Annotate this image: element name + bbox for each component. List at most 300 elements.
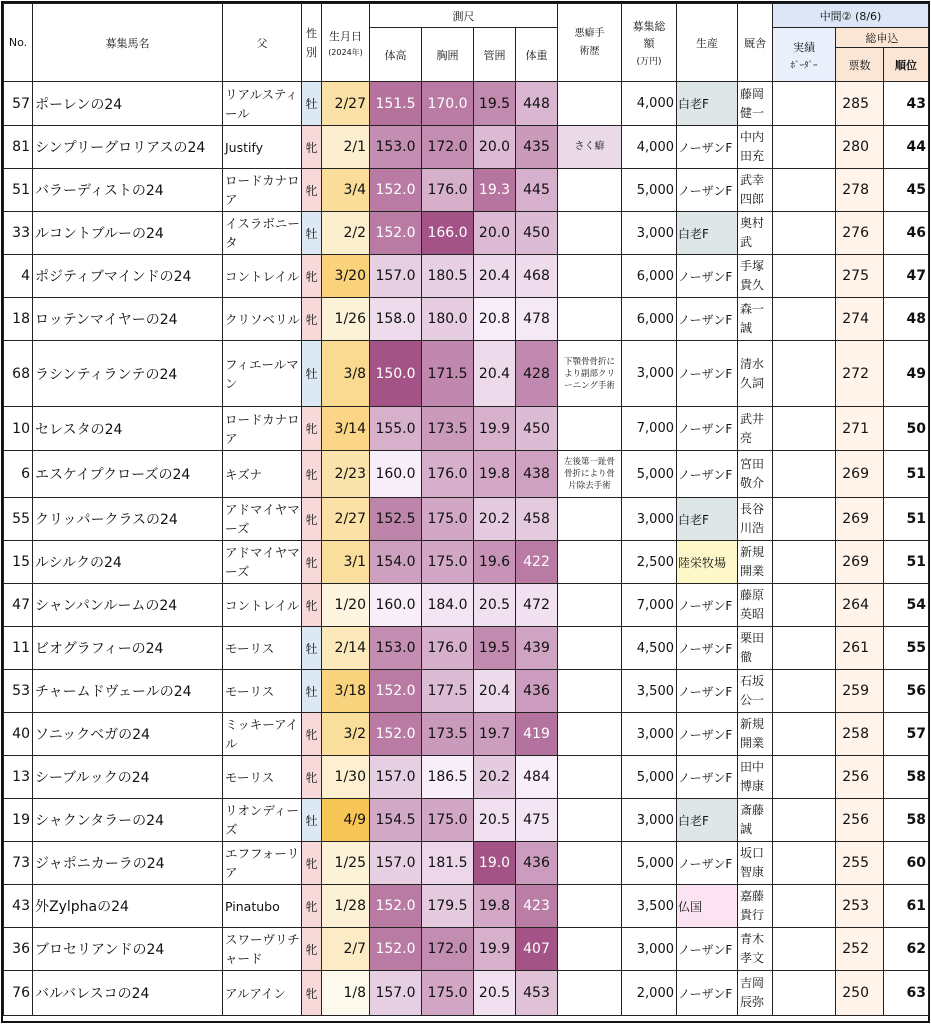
cell-votes: 259: [836, 670, 884, 713]
cell-chest: 180.5: [422, 255, 474, 298]
cell-height: 150.0: [370, 341, 422, 407]
cell-weight: 407: [516, 928, 558, 971]
cell-father: コントレイル: [223, 255, 302, 298]
cell-no: 68: [4, 341, 33, 407]
cell-cannon: 19.7: [474, 713, 516, 756]
cell-chest: 176.0: [422, 451, 474, 498]
col-rank: 順位: [884, 48, 929, 82]
cell-producer: ノーザンF: [677, 584, 738, 627]
cell-no: 36: [4, 928, 33, 971]
cell-rank: 58: [884, 756, 929, 799]
cell-rank: 56: [884, 670, 929, 713]
cell-border: [773, 82, 836, 126]
cell-sex: 牡: [302, 627, 322, 670]
cell-name: ルシルクの24: [33, 541, 223, 584]
table-row: [4, 799, 929, 842]
cell-votes: 280: [836, 126, 884, 169]
cell-rank: 47: [884, 255, 929, 298]
col-father: 父: [223, 4, 302, 82]
cell-height: 151.5: [370, 82, 422, 126]
table-row: [4, 126, 929, 169]
cell-no: 11: [4, 627, 33, 670]
cell-producer: 白老F: [677, 799, 738, 842]
cell-cannon: 19.9: [474, 928, 516, 971]
cell-cannon: 20.2: [474, 498, 516, 541]
cell-total: 2,500: [622, 541, 677, 584]
cell-chest: 176.0: [422, 627, 474, 670]
col-record: [773, 28, 836, 82]
cell-stable: 森一誠: [738, 298, 773, 341]
cell-birth: 2/27: [322, 498, 370, 541]
cell-chest: 173.5: [422, 713, 474, 756]
cell-weight: 484: [516, 756, 558, 799]
cell-no: 51: [4, 169, 33, 212]
cell-border: [773, 670, 836, 713]
cell-votes: 276: [836, 212, 884, 255]
cell-rank: 50: [884, 407, 929, 451]
cell-name: ポーレンの24: [33, 82, 223, 126]
cell-votes: 269: [836, 498, 884, 541]
cell-border: [773, 584, 836, 627]
cell-cannon: 19.5: [474, 627, 516, 670]
cell-birth: 2/2: [322, 212, 370, 255]
col-issue: 悪癖手術歴: [558, 4, 622, 82]
cell-father: アドマイヤマーズ: [223, 498, 302, 541]
cell-rank: 60: [884, 842, 929, 885]
col-weight: 体重: [516, 28, 558, 82]
cell-name: チャームドヴェールの24: [33, 670, 223, 713]
cell-border: [773, 541, 836, 584]
cell-father: ミッキーアイル: [223, 713, 302, 756]
cell-cannon: 20.4: [474, 341, 516, 407]
cell-name: バラーディストの24: [33, 169, 223, 212]
cell-height: 152.0: [370, 212, 422, 255]
cell-votes: 269: [836, 541, 884, 584]
cell-votes: 255: [836, 842, 884, 885]
cell-chest: 175.0: [422, 799, 474, 842]
cell-cannon: 20.0: [474, 126, 516, 169]
cell-producer: 白老F: [677, 82, 738, 126]
cell-sex: 牝: [302, 885, 322, 928]
cell-father: コントレイル: [223, 584, 302, 627]
cell-chest: 186.5: [422, 756, 474, 799]
cell-rank: 54: [884, 584, 929, 627]
cell-issue: [558, 255, 622, 298]
cell-no: 43: [4, 885, 33, 928]
cell-birth: 3/14: [322, 407, 370, 451]
cell-father: Justify: [223, 126, 302, 169]
cell-border: [773, 212, 836, 255]
cell-name: シーブルックの24: [33, 756, 223, 799]
cell-sex: 牝: [302, 407, 322, 451]
cell-height: 152.0: [370, 670, 422, 713]
cell-issue: [558, 799, 622, 842]
cell-chest: 175.0: [422, 498, 474, 541]
cell-issue: 下顎骨骨折により副部クリーニング手術: [558, 341, 622, 407]
cell-issue: [558, 713, 622, 756]
birth-label: 生月日: [329, 29, 362, 43]
cell-stable: 斎藤誠: [738, 799, 773, 842]
cell-no: 53: [4, 670, 33, 713]
cell-votes: 269: [836, 451, 884, 498]
cell-weight: 438: [516, 451, 558, 498]
cell-no: 40: [4, 713, 33, 756]
cell-height: 153.0: [370, 627, 422, 670]
cell-chest: 173.5: [422, 407, 474, 451]
cell-stable: 新規開業: [738, 713, 773, 756]
cell-border: [773, 799, 836, 842]
cell-rank: 45: [884, 169, 929, 212]
col-chest: 胸囲: [422, 28, 474, 82]
cell-name: シャクンタラーの24: [33, 799, 223, 842]
cell-stable: 清水久詞: [738, 341, 773, 407]
cell-birth: 2/27: [322, 82, 370, 126]
cell-stable: 藤岡健一: [738, 82, 773, 126]
cell-father: リアルスティール: [223, 82, 302, 126]
cell-producer: ノーザンF: [677, 126, 738, 169]
cell-stable: 石坂公一: [738, 670, 773, 713]
cell-sex: 牝: [302, 451, 322, 498]
table-row: [4, 541, 929, 584]
cell-total: 6,000: [622, 255, 677, 298]
cell-weight: 453: [516, 971, 558, 1016]
cell-producer: ノーザンF: [677, 169, 738, 212]
cell-stable: 田中博康: [738, 756, 773, 799]
cell-rank: 51: [884, 451, 929, 498]
table-row: [4, 670, 929, 713]
cell-total: 4,000: [622, 126, 677, 169]
cell-issue: [558, 541, 622, 584]
cell-height: 158.0: [370, 298, 422, 341]
cell-rank: 43: [884, 82, 929, 126]
cell-chest: 184.0: [422, 584, 474, 627]
cell-issue: [558, 82, 622, 126]
cell-no: 19: [4, 799, 33, 842]
cell-weight: 450: [516, 212, 558, 255]
cell-father: フィエールマン: [223, 341, 302, 407]
cell-chest: 177.5: [422, 670, 474, 713]
cell-border: [773, 842, 836, 885]
cell-weight: 423: [516, 885, 558, 928]
cell-father: エフフォーリア: [223, 842, 302, 885]
total-label: 募集総額: [632, 20, 666, 50]
cell-cannon: 19.0: [474, 842, 516, 885]
cell-height: 157.0: [370, 255, 422, 298]
cell-producer: 仏国: [677, 885, 738, 928]
cell-height: 154.0: [370, 541, 422, 584]
cell-issue: [558, 627, 622, 670]
cell-rank: 48: [884, 298, 929, 341]
cell-stable: 嘉藤貴行: [738, 885, 773, 928]
cell-total: 5,000: [622, 451, 677, 498]
cell-father: キズナ: [223, 451, 302, 498]
cell-total: 2,000: [622, 971, 677, 1016]
col-birth: [322, 4, 370, 82]
cell-cannon: 20.5: [474, 799, 516, 842]
cell-chest: 171.5: [422, 341, 474, 407]
cell-father: アルアイン: [223, 971, 302, 1016]
cell-chest: 180.0: [422, 298, 474, 341]
cell-rank: 44: [884, 126, 929, 169]
cell-issue: [558, 971, 622, 1016]
cell-name: エスケイプクローズの24: [33, 451, 223, 498]
cell-rank: 51: [884, 541, 929, 584]
cell-producer: ノーザンF: [677, 341, 738, 407]
cell-votes: 256: [836, 756, 884, 799]
birth-year-label: (2024年): [328, 47, 363, 57]
cell-name: ビオグラフィーの24: [33, 627, 223, 670]
cell-sex: 牝: [302, 971, 322, 1016]
col-stable: 厩舎: [738, 4, 773, 82]
cell-birth: 2/7: [322, 928, 370, 971]
record-label: 実績: [793, 40, 815, 54]
col-sex: 性別: [302, 4, 322, 82]
cell-producer: 白老F: [677, 212, 738, 255]
table-row: [4, 971, 929, 1016]
cell-name: ソニックベガの24: [33, 713, 223, 756]
cell-chest: 175.0: [422, 541, 474, 584]
table-header: [4, 4, 929, 82]
cell-name: ポジティブマインドの24: [33, 255, 223, 298]
cell-birth: 2/1: [322, 126, 370, 169]
table-row: [4, 498, 929, 541]
cell-total: 5,000: [622, 169, 677, 212]
cell-sex: 牝: [302, 713, 322, 756]
cell-votes: 250: [836, 971, 884, 1016]
col-producer: 生産: [677, 4, 738, 82]
cell-border: [773, 713, 836, 756]
cell-cannon: 20.4: [474, 255, 516, 298]
cell-father: リオンディーズ: [223, 799, 302, 842]
cell-stable: 新規開業: [738, 541, 773, 584]
cell-birth: 1/8: [322, 971, 370, 1016]
cell-stable: 吉岡辰弥: [738, 971, 773, 1016]
cell-birth: 3/4: [322, 169, 370, 212]
cell-sex: 牝: [302, 928, 322, 971]
cell-rank: 63: [884, 971, 929, 1016]
cell-votes: 285: [836, 82, 884, 126]
cell-border: [773, 407, 836, 451]
cell-height: 152.0: [370, 713, 422, 756]
table-row: [4, 756, 929, 799]
cell-father: モーリス: [223, 670, 302, 713]
cell-weight: 475: [516, 799, 558, 842]
cell-birth: 1/26: [322, 298, 370, 341]
cell-stable: 武幸四郎: [738, 169, 773, 212]
col-height: 体高: [370, 28, 422, 82]
cell-votes: 264: [836, 584, 884, 627]
cell-cannon: 20.5: [474, 584, 516, 627]
cell-producer: ノーザンF: [677, 713, 738, 756]
cell-height: 157.0: [370, 756, 422, 799]
cell-name: ロッテンマイヤーの24: [33, 298, 223, 341]
cell-total: 4,000: [622, 82, 677, 126]
cell-votes: 271: [836, 407, 884, 451]
cell-votes: 275: [836, 255, 884, 298]
cell-weight: 436: [516, 670, 558, 713]
cell-no: 76: [4, 971, 33, 1016]
cell-height: 153.0: [370, 126, 422, 169]
cell-sex: 牡: [302, 670, 322, 713]
cell-name: ジャポニカーラの24: [33, 842, 223, 885]
cell-sex: 牡: [302, 341, 322, 407]
cell-stable: 青木孝文: [738, 928, 773, 971]
cell-total: 3,000: [622, 212, 677, 255]
cell-weight: 439: [516, 627, 558, 670]
cell-birth: 3/20: [322, 255, 370, 298]
cell-sex: 牝: [302, 126, 322, 169]
cell-total: 5,000: [622, 756, 677, 799]
cell-issue: [558, 928, 622, 971]
cell-cannon: 20.2: [474, 756, 516, 799]
cell-weight: 435: [516, 126, 558, 169]
cell-total: 3,500: [622, 670, 677, 713]
table-row: [4, 82, 929, 126]
cell-chest: 172.0: [422, 126, 474, 169]
cell-votes: 272: [836, 341, 884, 407]
cell-votes: 253: [836, 885, 884, 928]
cell-rank: 49: [884, 341, 929, 407]
cell-total: 7,000: [622, 584, 677, 627]
cell-birth: 3/18: [322, 670, 370, 713]
cell-name: 外Zylphaの24: [33, 885, 223, 928]
cell-cannon: 19.3: [474, 169, 516, 212]
cell-chest: 166.0: [422, 212, 474, 255]
cell-birth: 3/2: [322, 713, 370, 756]
cell-chest: 179.5: [422, 885, 474, 928]
cell-birth: 3/1: [322, 541, 370, 584]
cell-chest: 181.5: [422, 842, 474, 885]
cell-height: 152.0: [370, 928, 422, 971]
cell-total: 6,000: [622, 298, 677, 341]
cell-sex: 牝: [302, 842, 322, 885]
cell-issue: [558, 169, 622, 212]
cell-votes: 258: [836, 713, 884, 756]
cell-name: バルバレスコの24: [33, 971, 223, 1016]
table-row: [4, 885, 929, 928]
cell-votes: 278: [836, 169, 884, 212]
cell-no: 73: [4, 842, 33, 885]
cell-border: [773, 255, 836, 298]
cell-cannon: 19.8: [474, 451, 516, 498]
cell-no: 47: [4, 584, 33, 627]
cell-weight: 472: [516, 584, 558, 627]
cell-rank: 62: [884, 928, 929, 971]
border-label: ﾎﾞｰﾀﾞｰ: [790, 60, 818, 71]
cell-issue: [558, 407, 622, 451]
table-row: [4, 255, 929, 298]
cell-total: 3,500: [622, 885, 677, 928]
cell-total: 4,500: [622, 627, 677, 670]
table-row: [4, 584, 929, 627]
cell-no: 15: [4, 541, 33, 584]
cell-producer: ノーザンF: [677, 842, 738, 885]
cell-votes: 252: [836, 928, 884, 971]
table-row: [4, 713, 929, 756]
cell-birth: 1/28: [322, 885, 370, 928]
cell-rank: 61: [884, 885, 929, 928]
cell-producer: ノーザンF: [677, 756, 738, 799]
cell-border: [773, 971, 836, 1016]
cell-weight: 450: [516, 407, 558, 451]
cell-father: ロードカナロア: [223, 407, 302, 451]
cell-total: 3,000: [622, 928, 677, 971]
cell-sex: 牝: [302, 255, 322, 298]
cell-stable: 宮田敬介: [738, 451, 773, 498]
cell-votes: 274: [836, 298, 884, 341]
cell-issue: [558, 756, 622, 799]
cell-father: スワーヴリチャード: [223, 928, 302, 971]
cell-stable: 坂口智康: [738, 842, 773, 885]
cell-rank: 46: [884, 212, 929, 255]
cell-producer: ノーザンF: [677, 255, 738, 298]
cell-rank: 57: [884, 713, 929, 756]
cell-producer: ノーザンF: [677, 451, 738, 498]
cell-birth: 1/25: [322, 842, 370, 885]
cell-birth: 3/8: [322, 341, 370, 407]
cell-cannon: 19.5: [474, 82, 516, 126]
col-applications: 総申込: [836, 28, 929, 48]
cell-total: 3,000: [622, 713, 677, 756]
cell-chest: 170.0: [422, 82, 474, 126]
cell-total: 3,000: [622, 799, 677, 842]
cell-height: 160.0: [370, 584, 422, 627]
cell-issue: [558, 584, 622, 627]
col-name: 募集馬名: [33, 4, 223, 82]
table-row: [4, 451, 929, 498]
cell-height: 152.0: [370, 169, 422, 212]
cell-name: シャンパンルームの24: [33, 584, 223, 627]
cell-weight: 419: [516, 713, 558, 756]
cell-name: セレスタの24: [33, 407, 223, 451]
table-row: [4, 928, 929, 971]
cell-weight: 478: [516, 298, 558, 341]
cell-no: 55: [4, 498, 33, 541]
cell-border: [773, 298, 836, 341]
cell-producer: ノーザンF: [677, 298, 738, 341]
cell-sex: 牝: [302, 584, 322, 627]
cell-stable: 手塚貴久: [738, 255, 773, 298]
cell-birth: 2/23: [322, 451, 370, 498]
cell-height: 160.0: [370, 451, 422, 498]
cell-sex: 牝: [302, 169, 322, 212]
cell-producer: 陸栄牧場: [677, 541, 738, 584]
col-votes: 票数: [836, 48, 884, 82]
cell-height: 154.5: [370, 799, 422, 842]
cell-stable: 長谷川浩: [738, 498, 773, 541]
cell-cannon: 20.8: [474, 298, 516, 341]
cell-stable: 武井亮: [738, 407, 773, 451]
cell-producer: ノーザンF: [677, 627, 738, 670]
cell-votes: 261: [836, 627, 884, 670]
cell-chest: 176.0: [422, 169, 474, 212]
cell-height: 155.0: [370, 407, 422, 451]
cell-producer: ノーザンF: [677, 971, 738, 1016]
total-unit-label: (万円): [636, 57, 662, 67]
cell-no: 57: [4, 82, 33, 126]
cell-border: [773, 341, 836, 407]
cell-sex: 牝: [302, 756, 322, 799]
cell-name: ブロセリアンドの24: [33, 928, 223, 971]
cell-stable: 中内田充: [738, 126, 773, 169]
cell-no: 33: [4, 212, 33, 255]
cell-cannon: 19.6: [474, 541, 516, 584]
cell-father: ロードカナロア: [223, 169, 302, 212]
cell-issue: [558, 842, 622, 885]
col-cannon: 管囲: [474, 28, 516, 82]
cell-sex: 牝: [302, 541, 322, 584]
cell-cannon: 19.9: [474, 407, 516, 451]
